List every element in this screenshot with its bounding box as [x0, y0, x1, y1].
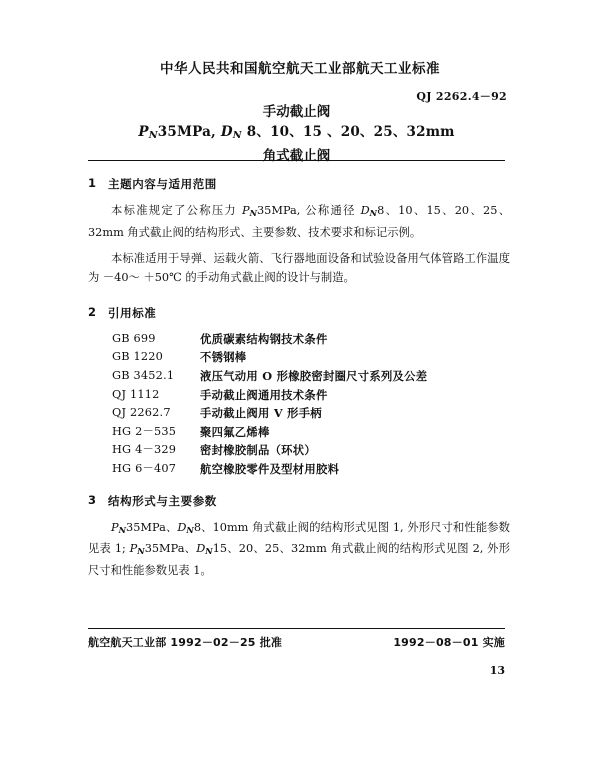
- reference-name: 手动截止阀通用技术条件: [200, 387, 328, 402]
- list-item: [88, 348, 510, 367]
- reference-name: 密封橡胶制品（环状）: [200, 443, 316, 458]
- section-number-1: 1: [88, 176, 97, 190]
- effective-date-statement: 1992－08－01 实施: [393, 636, 505, 649]
- section-title-1: 主题内容与适用范围: [108, 177, 217, 191]
- section-3-paragraph-1: $P_N35MPa$、$D_N8$、10mm 角式截止阀的结构形式见图 1, 外形尺寸和性能参数见表 1; $P_N35MPa$、$D_N15$、20、25、32mm 角式截止阀的结构形式见图 2, 外形尺寸和性能参数见表 1。: [88, 520, 510, 578]
- reference-code: HG 6－407: [112, 461, 177, 475]
- dn-symbol: D: [220, 124, 233, 140]
- page-number: 13: [489, 664, 505, 677]
- list-item: [88, 404, 510, 423]
- pn-symbol: P: [138, 124, 149, 140]
- section-title-3: 结构形式与主要参数: [108, 493, 217, 508]
- reference-name: 手动截止阀用 V 形手柄: [200, 406, 322, 421]
- list-item: [88, 441, 510, 460]
- reference-code: GB 699: [112, 331, 156, 345]
- issuing-organization-line: 中华人民共和国航空航天工业部航天工业标准: [160, 61, 440, 77]
- document-title-block: [88, 102, 505, 166]
- reference-name: 航空橡胶零件及型材用胶料: [200, 461, 340, 476]
- reference-code: GB 3452.1: [112, 368, 175, 382]
- title-line-3: 角式截止阀: [262, 148, 331, 165]
- section-heading-1: [88, 176, 510, 192]
- title-line-1: 手动截止阀: [262, 104, 331, 120]
- reference-code: QJ 2262.7: [112, 406, 171, 420]
- dn-subscript: N: [232, 130, 242, 142]
- section-number-2: 2: [88, 304, 97, 319]
- reference-name: 不锈钢棒: [200, 350, 247, 365]
- list-item: [88, 367, 510, 386]
- section-heading-3: [88, 493, 510, 509]
- section-heading-2: [88, 305, 510, 321]
- page-footer: [88, 634, 505, 650]
- header-divider-rule: [88, 160, 505, 161]
- reference-code: HG 2－535: [112, 424, 177, 438]
- title-line-2-spec: [88, 122, 505, 146]
- referenced-standards-list: [88, 330, 510, 479]
- section-1-paragraph-2: 本标准适用于导弹、运载火箭、飞行器地面设备和试验设备用气体管路工作温度为 －40～ ＋50℃ 的手动角式截止阀的设计与制造。: [88, 251, 510, 284]
- pn-value: 35MPa,: [157, 124, 221, 140]
- document-body: [88, 176, 510, 587]
- reference-name: 液压气动用 O 形橡胶密封圈尺寸系列及公差: [200, 368, 428, 383]
- section-1-paragraph-1: 本标准规定了公称压力 $P_N35MPa$, 公称通径 $D_N8$、10、15、20、25、32mm 角式截止阀的结构形式、主要参数、技术要求和标记示例。: [88, 204, 511, 239]
- section-title-2: 引用标准: [108, 305, 157, 320]
- reference-code: QJ 1112: [112, 387, 160, 401]
- list-item: [88, 423, 510, 442]
- list-item: [88, 330, 510, 349]
- dn-values: 8、10、15 、20、25、32mm: [241, 124, 455, 140]
- approval-statement: 航空航天工业部 1992－02－25 批准: [88, 636, 283, 649]
- spacer-1: [88, 294, 510, 305]
- list-item: [88, 460, 510, 479]
- reference-code: HG 4－329: [112, 443, 177, 457]
- standard-number: QJ 2262.4－92: [416, 90, 507, 103]
- list-item: [88, 386, 510, 405]
- footer-divider-rule: [88, 628, 505, 629]
- section-number-3: 3: [88, 492, 97, 507]
- spacer-2: [88, 479, 510, 493]
- pn-subscript: N: [148, 130, 158, 142]
- reference-name: 聚四氟乙烯棒: [200, 424, 270, 439]
- reference-name: 优质碳素结构钢技术条件: [200, 331, 328, 346]
- reference-code: GB 1220: [112, 350, 164, 364]
